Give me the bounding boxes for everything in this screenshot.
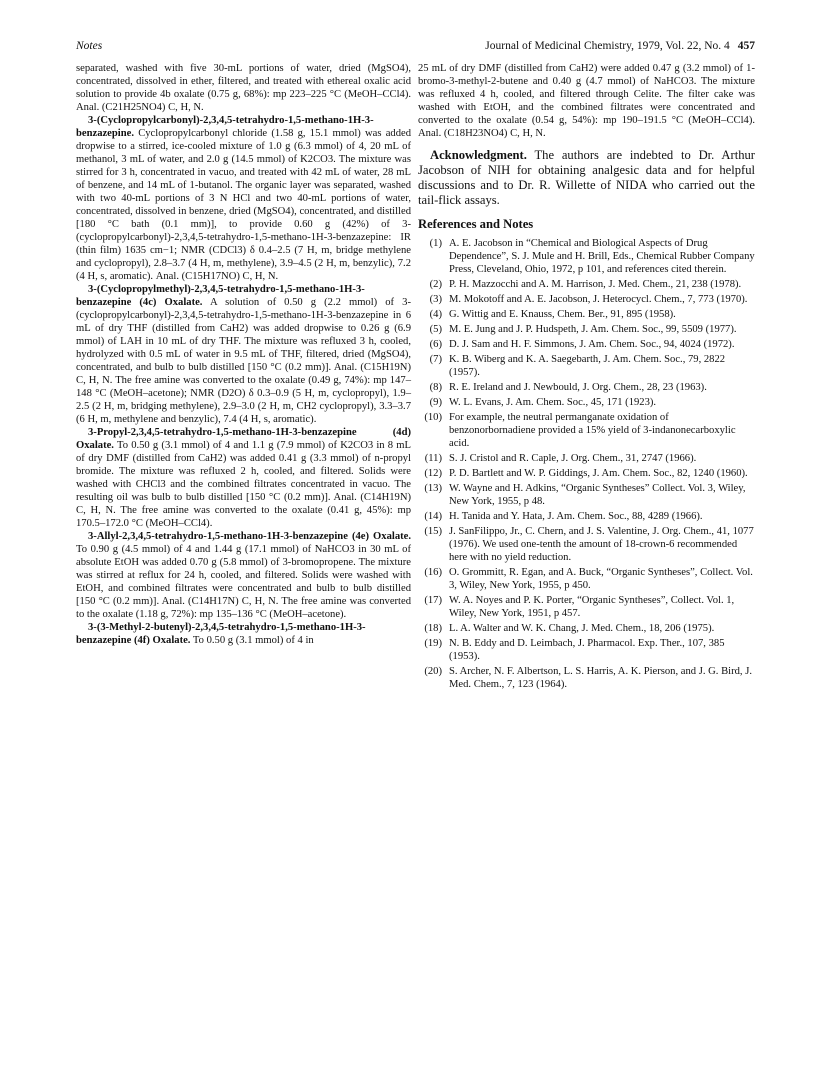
experimental-paragraph bbox=[76, 426, 411, 530]
reference-text: W. Wayne and H. Adkins, “Organic Syntheses” Collect. Vol. 3, Wiley, New York, 1955, p 48. bbox=[449, 483, 746, 507]
paragraph-continuation: 25 mL of dry DMF (distilled from CaH2) were added 0.47 g (3.2 mmol) of 1-bromo-3-methyl-2-butene and 0.40 g (4.7 mmol) of NaHCO3. The mixture was refluxed 4 h, cooled, and filtered through Celite. The filter cake was washed with EtOH, and the combined filtrates were concentrated and converted to the oxalate (0.54 g, 54%): mp 190–191.5 °C (MeOH–CCl4). Anal. (C18H23NO4) C, H, N. bbox=[418, 63, 755, 139]
page-number: 457 bbox=[737, 40, 755, 52]
reference-text: R. E. Ireland and J. Newbould, J. Org. Chem., 28, 23 (1963). bbox=[449, 382, 707, 393]
reference-item bbox=[418, 510, 755, 523]
acknowledgment-body: The authors are indebted to Dr. Arthur Jacobson of NIH for obtaining analgesic data and for helpful discussions and to Dr. R. Willette of NIDA who carried out the tail-flick assays. bbox=[418, 148, 755, 207]
reference-item bbox=[418, 482, 755, 508]
reference-text: S. J. Cristol and R. Caple, J. Org. Chem., 31, 2747 (1966). bbox=[449, 453, 697, 464]
reference-number: (2) bbox=[429, 279, 442, 290]
reference-text: N. B. Eddy and D. Leimbach, J. Pharmacol. Exp. Ther., 107, 385 (1953). bbox=[449, 638, 725, 662]
reference-item bbox=[418, 353, 755, 379]
reference-item bbox=[418, 338, 755, 351]
reference-text: O. Grommitt, R. Egan, and A. Buck, “Organic Syntheses”, Collect. Vol. 3, Wiley, New York, 1955, p 450. bbox=[449, 567, 753, 591]
reference-item bbox=[418, 665, 755, 691]
reference-text: M. Mokotoff and A. E. Jacobson, J. Heterocycl. Chem., 7, 773 (1970). bbox=[449, 294, 748, 305]
reference-number: (4) bbox=[429, 309, 442, 320]
compound-heading: 3-(Cyclopropylmethyl)-2,3,4,5-tetrahydro-1,5-methano-1H-3-benzazepine (4c) Oxalate. bbox=[76, 284, 365, 308]
reference-number: (18) bbox=[424, 623, 442, 634]
reference-item bbox=[418, 396, 755, 409]
right-column bbox=[418, 62, 755, 693]
reference-text: L. A. Walter and W. K. Chang, J. Med. Chem., 18, 206 (1975). bbox=[449, 623, 715, 634]
paragraph-body: A solution of 0.50 g (2.2 mmol) of 3-(cyclopropylcarbonyl)-2,3,4,5-tetrahydro-1,5-methano-1H-3-benzazepine in 6 mL of dry THF (distilled from CaH2) was added dropwise to 0.26 g (6.9 mmol) of LAH in 10 mL of dry THF. The mixture was refluxed 3 h, cooled, hydrolyzed with 0.5 mL of water in 9.5 mL of THF, filtered, dried (MgSO4), concentrated, and bulb to bulb distilled [150 °C (0.2 mm)]. Anal. (C15H19N) C, H, N. The free amine was converted to the oxalate (0.49 g, 74%): mp 147–148 °C (MeOH–acetone); NMR (D2O) δ 0.3–0.9 (5 H, m, cyclopropyl), 1.9–2.5 (2 H, m, bridging methylene), 2.9–3.0 (2 H, m, CH2 cyclopropyl), 3.3–3.7 (6 H, m, methylene and benzylic), 7.4 (4 H, s, aromatic). bbox=[76, 297, 411, 425]
reference-text: W. L. Evans, J. Am. Chem. Soc., 45, 171 (1923). bbox=[449, 397, 657, 408]
reference-text: G. Wittig and E. Knauss, Chem. Ber., 91, 895 (1958). bbox=[449, 309, 676, 320]
reference-item bbox=[418, 622, 755, 635]
reference-number: (15) bbox=[424, 526, 442, 537]
reference-item bbox=[418, 381, 755, 394]
reference-number: (20) bbox=[424, 666, 442, 677]
reference-number: (11) bbox=[424, 453, 442, 464]
reference-number: (10) bbox=[424, 412, 442, 423]
reference-number: (1) bbox=[429, 238, 442, 249]
acknowledgment-heading: Acknowledgment. bbox=[430, 148, 527, 162]
journal-citation: Journal of Medicinal Chemistry, 1979, Vol. 22, No. 4 bbox=[485, 40, 730, 52]
reference-item bbox=[418, 237, 755, 276]
reference-number: (9) bbox=[429, 397, 442, 408]
reference-item bbox=[418, 293, 755, 306]
reference-text: K. B. Wiberg and K. A. Saegebarth, J. Am. Chem. Soc., 79, 2822 (1957). bbox=[449, 354, 726, 378]
left-column bbox=[76, 62, 411, 647]
compound-heading: 3-Propyl-2,3,4,5-tetrahydro-1,5-methano-1H-3-benzazepine (4d) Oxalate. bbox=[76, 427, 411, 451]
reference-text: P. D. Bartlett and W. P. Giddings, J. Am. Chem. Soc., 82, 1240 (1960). bbox=[449, 468, 748, 479]
reference-number: (19) bbox=[424, 638, 442, 649]
reference-item bbox=[418, 594, 755, 620]
reference-text: J. SanFilippo, Jr., C. Chern, and J. S. Valentine, J. Org. Chem., 41, 1077 (1976). We used one-tenth the amount of 18-crown-6 recommended here with no yield reduction. bbox=[449, 526, 754, 563]
references-heading: References and Notes bbox=[418, 217, 534, 231]
compound-heading: 3-(3-Methyl-2-butenyl)-2,3,4,5-tetrahydro-1,5-methano-1H-3-benzazepine (4f) Oxalate. bbox=[76, 622, 366, 646]
compound-heading: 3-Allyl-2,3,4,5-tetrahydro-1,5-methano-1H-3-benzazepine (4e) Oxalate. bbox=[88, 531, 411, 542]
experimental-paragraph bbox=[76, 530, 411, 621]
reference-item bbox=[418, 278, 755, 291]
reference-text: S. Archer, N. F. Albertson, L. S. Harris, A. K. Pierson, and J. G. Bird, J. Med. Chem., 7, 123 (1964). bbox=[449, 666, 752, 690]
references-list bbox=[418, 237, 755, 691]
reference-text: W. A. Noyes and P. K. Porter, “Organic Syntheses”, Collect. Vol. 1, Wiley, New York, 1951, p 457. bbox=[449, 595, 735, 619]
reference-number: (8) bbox=[429, 382, 442, 393]
reference-number: (5) bbox=[429, 324, 442, 335]
reference-text: D. J. Sam and H. F. Simmons, J. Am. Chem. Soc., 94, 4024 (1972). bbox=[449, 339, 735, 350]
reference-item bbox=[418, 525, 755, 564]
reference-number: (14) bbox=[424, 511, 442, 522]
reference-item bbox=[418, 323, 755, 336]
running-header-journal bbox=[485, 40, 755, 52]
reference-item bbox=[418, 566, 755, 592]
compound-heading: 3-(Cyclopropylcarbonyl)-2,3,4,5-tetrahydro-1,5-methano-1H-3-benzazepine. bbox=[76, 115, 374, 139]
acknowledgment bbox=[418, 148, 755, 208]
reference-item bbox=[418, 467, 755, 480]
reference-item bbox=[418, 411, 755, 450]
running-header-section: Notes bbox=[76, 40, 103, 52]
reference-number: (13) bbox=[424, 483, 442, 494]
reference-number: (6) bbox=[429, 339, 442, 350]
reference-item bbox=[418, 308, 755, 321]
reference-item bbox=[418, 637, 755, 663]
paragraph-body: To 0.50 g (3.1 mmol) of 4 in bbox=[192, 635, 314, 646]
paragraph-body: Cyclopropylcarbonyl chloride (1.58 g, 15.1 mmol) was added dropwise to a stirred, ice-cooled mixture of 1.0 g (6.3 mmol) of 4, 20 mL of methanol, 3 mL of water, and 2.0 g (14.5 mmol) of K2CO3. The mixture was stirred for 3 h, concentrated in vacuo, and treated with 42 mL of water, 28 mL of benzene, and 14 mL of 1-butanol. The organic layer was separated, washed with two 40-mL portions of 3 N HCl and two 40-mL portions of water, concentrated, dissolved in benzene, dried (MgSO4), concentrated, and distilled [180 °C bath (0.1 mm)], to provide 0.60 g (42%) of 3-(cyclopropylcarbonyl)-2,3,4,5-tetrahydro-1,5-methano-1H-3-benzazepine: IR (thin film) 1635 cm−1; NMR (CDCl3) δ 0.4–2.5 (7 H, m, bridge methylene and cyclopropyl), 2.8–3.7 (4 H, m, methylene), 3.9–4.5 (2 H, m, benzylic), 7.2 (4 H, s, aromatic). Anal. (C15H17NO) C, H, N. bbox=[76, 128, 411, 282]
paragraph-continuation: separated, washed with five 30-mL portions of water, dried (MgSO4), concentrated, dissolved in ether, filtered, and treated with ethereal oxalic acid solution to provide 4b oxalate (0.75 g, 68%): mp 223–225 °C (MeOH–CCl4). Anal. (C21H25NO4) C, H, N. bbox=[76, 63, 411, 113]
experimental-paragraph bbox=[76, 621, 411, 647]
experimental-paragraph bbox=[76, 114, 411, 283]
experimental-paragraph bbox=[76, 283, 411, 426]
reference-text: For example, the neutral permanganate oxidation of benzonorbornadiene provided a 15% yield of 3-indanonecarboxylic acid. bbox=[449, 412, 736, 449]
paragraph-body: To 0.90 g (4.5 mmol) of 4 and 1.44 g (17.1 mmol) of NaHCO3 in 30 mL of absolute EtOH was added 0.70 g (5.8 mmol) of 3-bromopropene. The mixture was stirred at reflux for 24 h, cooled, and filtered. Solids were washed with EtOH, and combined filtrates were concentrated and bulb to bulb distilled [150 °C (0.2 mm)]. Anal. (C14H17N) C, H, N. The free amine was converted to the oxalate (1.18 g, 72%): mp 135–136 °C (MeOH–acetone). bbox=[76, 544, 411, 620]
reference-text: P. H. Mazzocchi and A. M. Harrison, J. Med. Chem., 21, 238 (1978). bbox=[449, 279, 742, 290]
reference-text: M. E. Jung and J. P. Hudspeth, J. Am. Chem. Soc., 99, 5509 (1977). bbox=[449, 324, 737, 335]
reference-text: H. Tanida and Y. Hata, J. Am. Chem. Soc., 88, 4289 (1966). bbox=[449, 511, 703, 522]
paragraph-body: To 0.50 g (3.1 mmol) of 4 and 1.1 g (7.9 mmol) of K2CO3 in 8 mL of dry DMF (distilled from CaH2) was added 0.41 g (3.3 mmol) of n-propyl bromide. The mixture was refluxed 2 h, cooled, and filtered. Solids were washed with CHCl3 and the combined filtrates concentrated in vacuo. The resulting oil was bulb to bulb distilled [150 °C (0.2 mm)]. Anal. (C14H19N) C, H, N. The free amine was converted to the oxalate (0.41 g, 45%): mp 170.5–172.0 °C (MeOH–CCl4). bbox=[76, 440, 411, 529]
reference-number: (17) bbox=[424, 595, 442, 606]
reference-number: (3) bbox=[429, 294, 442, 305]
reference-text: A. E. Jacobson in “Chemical and Biological Aspects of Drug Dependence”, S. J. Mule and H. Brill, Eds., Chemical Rubber Company Press, Cleveland, Ohio, 1972, p 101, and references cited therein. bbox=[449, 238, 755, 275]
reference-item bbox=[418, 452, 755, 465]
reference-number: (12) bbox=[424, 468, 442, 479]
reference-number: (16) bbox=[424, 567, 442, 578]
reference-number: (7) bbox=[429, 354, 442, 365]
